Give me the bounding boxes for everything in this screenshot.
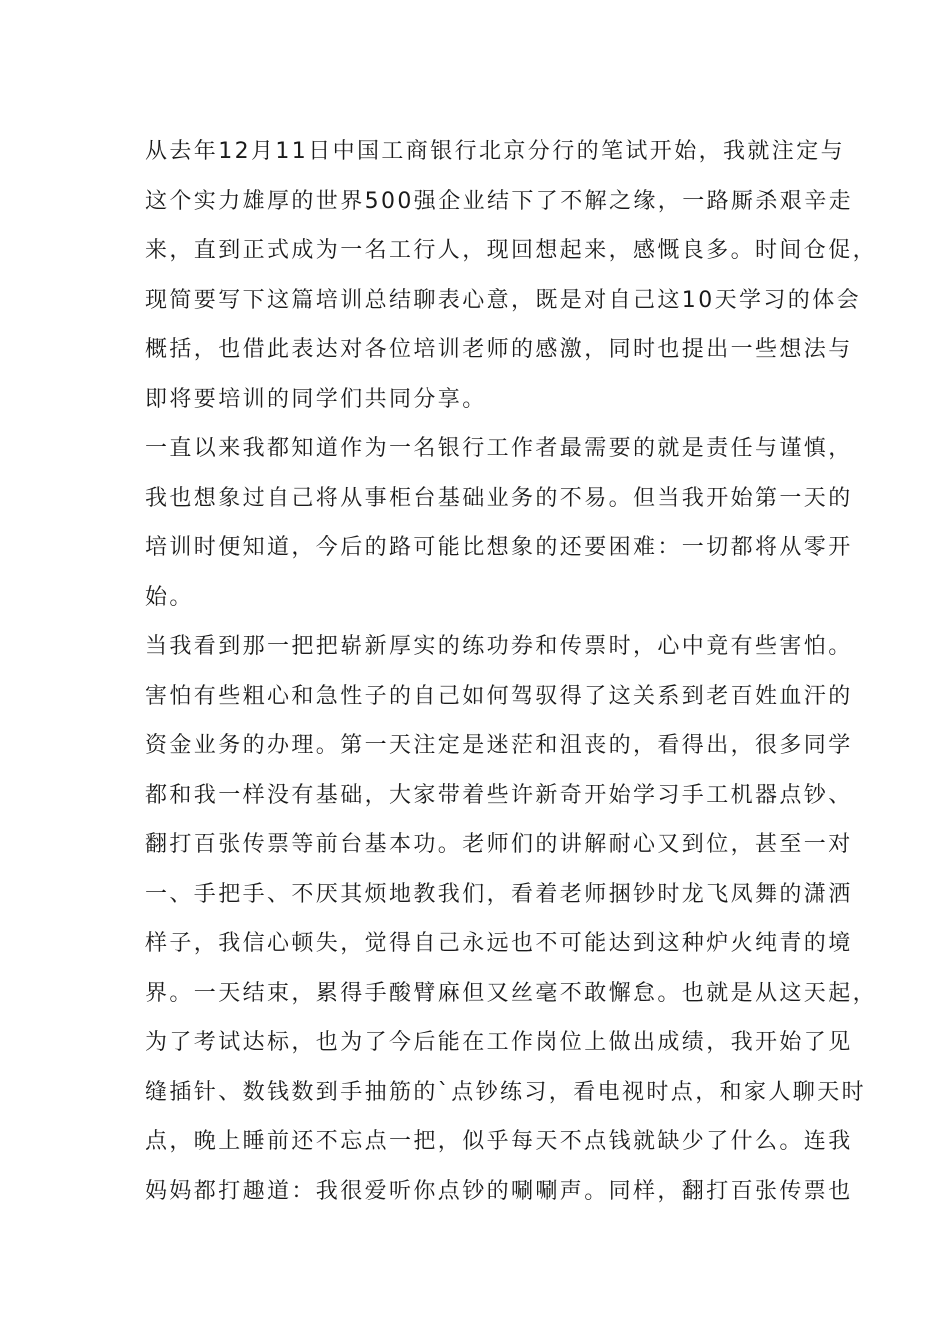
text-line: 样子，我信心顿失，觉得自己永远也不可能达到这种炉火纯青的境: [145, 931, 853, 956]
text-line: 培训时便知道，今后的路可能比想象的还要困难：一切都将从零开: [145, 535, 853, 560]
text-line: 都和我一样没有基础，大家带着些许新奇开始学习手工机器点钞、: [145, 782, 853, 808]
text-line: 资金业务的办理。第一天注定是迷茫和沮丧的，看得出，很多同学: [145, 733, 853, 758]
text-line: 界。一天结束，累得手酸臂麻但又丝毫不敢懈怠。也就是从这天起，: [145, 980, 878, 1006]
text-line: 缝插针、数钱数到手抽筋的`点钞练习，看电视时点，和家人聊天时: [145, 1079, 867, 1105]
text-line: 翻打百张传票等前台基本功。老师们的讲解耐心又到位，甚至一对: [145, 832, 853, 857]
text-line: 从去年12月11日中国工商银行北京分行的笔试开始，我就注定与: [145, 139, 845, 164]
text-line: 来，直到正式成为一名工行人，现回想起来，感慨良多。时间仓促，: [145, 238, 878, 263]
text-line: 这个实力雄厚的世界500强企业结下了不解之缘，一路厮杀艰辛走: [145, 188, 853, 214]
text-line: 点，晚上睡前还不忘点一把，似乎每天不点钱就缺少了什么。连我: [145, 1129, 853, 1154]
text-line: 概括，也借此表达对各位培训老师的感激，同时也提出一些想法与: [145, 337, 853, 362]
paragraph-3: [145, 622, 878, 1216]
text-line: 现简要写下这篇培训总结聊表心意，既是对自己这10天学习的体会: [145, 287, 861, 313]
text-line: 我也想象过自己将从事柜台基础业务的不易。但当我开始第一天的: [145, 485, 853, 511]
paragraph-2: [145, 424, 853, 622]
text-line: 一、手把手、不厌其烦地教我们，看着老师捆钞时龙飞凤舞的潇洒: [145, 881, 853, 907]
text-line: 即将要培训的同学们共同分享。: [145, 386, 487, 412]
text-line: 一直以来我都知道作为一名银行工作者最需要的就是责任与谨慎，: [145, 436, 853, 461]
paragraph-1: [145, 127, 878, 424]
text-line: 为了考试达标，也为了今后能在工作岗位上做出成绩，我开始了见: [145, 1030, 853, 1055]
document-body: [145, 127, 878, 1216]
text-line: 始。: [145, 584, 194, 610]
text-line: 害怕有些粗心和急性子的自己如何驾驭得了这关系到老百姓血汗的: [145, 683, 853, 709]
text-line: 当我看到那一把把崭新厚实的练功券和传票时，心中竟有些害怕。: [145, 634, 853, 659]
text-line: 妈妈都打趣道：我很爱听你点钞的唰唰声。同样，翻打百张传票也: [145, 1178, 853, 1204]
